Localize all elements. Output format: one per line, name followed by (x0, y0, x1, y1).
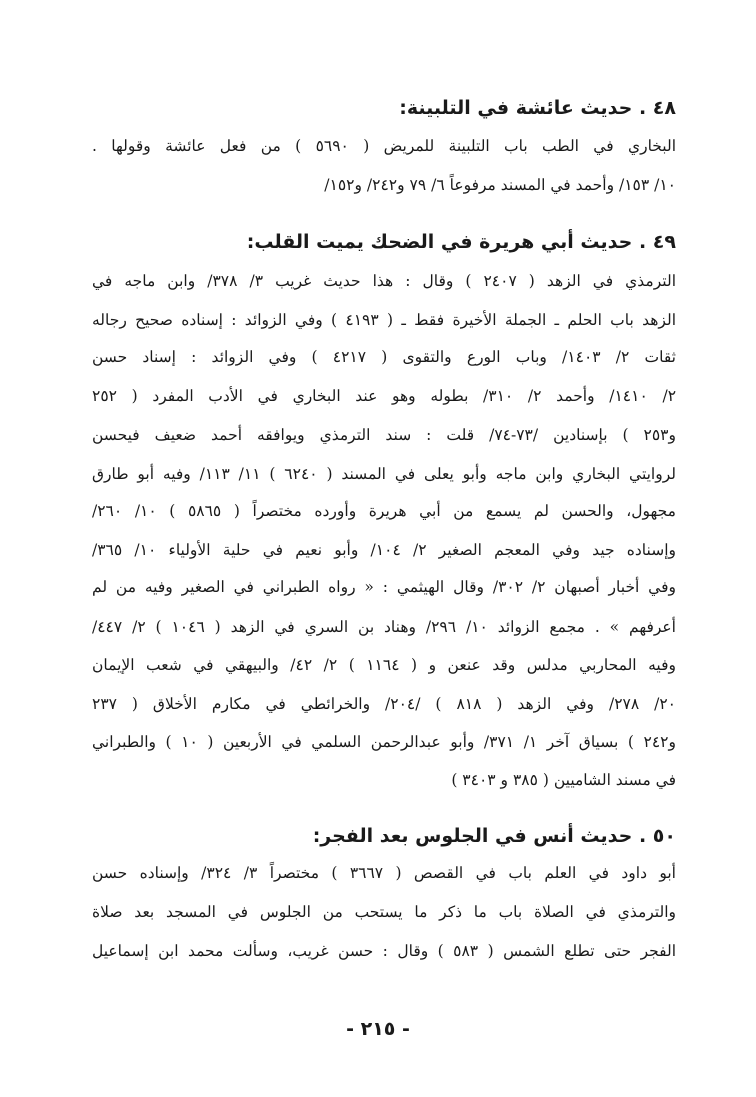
section-49-heading: ٤٩ . حديث أبي هريرة في الضحك يميت القلب: (246, 231, 676, 253)
section-49-line-6: لروايتي البخاري وابن ماجه وأبو يعلى في المسند ( ٦٢٤٠ ) ١١/ ١١٣/ وفيه أبو طارق (92, 465, 677, 483)
section-49-line-10: أعرفهم » . مجمع الزوائد ١٠/ ٢٩٦/ وهناد بن السري في الزهد ( ١٠٤٦ ) ٢/ ٤٤٧/ (92, 618, 676, 636)
section-49-line-3: ثقات ٢/ ١٤٠٣/ وباب الورع والتقوى ( ٤٢١٧ ) وفي الزوائد : إسناد حسن (92, 348, 676, 366)
section-49-line-12: ٢٠/ ٢٧٨/ وفي الزهد ( ٨١٨ ) /٢٠٤/ والخرائطي في مكارم الأخلاق ( ٢٣٧ (92, 695, 677, 713)
section-48-line-2: ١٠/ ١٥٣/ وأحمد في المسند مرفوعاً ٦/ ٧٩ و٢٤٢/ و١٥٢/ (324, 176, 676, 194)
section-49-line-13: و٢٤٢ ) بسياق آخر ١/ ٣٧١/ وأبو عبدالرحمن السلمي في الأربعين ( ١٠ ) والطبراني (92, 733, 677, 751)
section-49-line-2: الزهد باب الحلم ـ الجملة الأخيرة فقط ـ ( ٤١٩٣ ) وفي الزوائد : إسناده صحيح رجاله (92, 311, 676, 329)
section-50-heading: ٥٠ . حديث أنس في الجلوس بعد الفجر: (312, 825, 676, 847)
section-49-line-11: وفيه المحاربي مدلس وقد عنعن و ( ١١٦٤ ) ٢/ ٤٢/ والبيهقي في شعب الإيمان (92, 656, 676, 674)
section-49-line-9: وفي أخبار أصبهان ٢/ ٣٠٢/ وقال الهيثمي : « رواه الطبراني في الصغير وفيه من لم (92, 578, 676, 596)
section-48-heading: ٤٨ . حديث عائشة في التلبينة: (399, 97, 676, 119)
page-number: - ٢١٥ - (346, 1018, 410, 1040)
section-50-line-1: أبو داود في العلم باب في القصص ( ٣٦٦٧ ) مختصراً ٣/ ٣٢٤/ وإسناده حسن (92, 864, 676, 882)
section-50-line-3: الفجر حتى تطلع الشمس ( ٥٨٣ ) وقال : حسن غريب، وسألت محمد ابن إسماعيل (92, 942, 676, 960)
section-49-line-7: مجهول، والحسن لم يسمع من أبي هريرة وأورده مختصراً ( ٥٨٦٥ ) ١٠/ ٢٦٠/ (92, 502, 676, 520)
section-48-line-1: البخاري في الطب باب التلبينة للمريض ( ٥٦٩٠ ) من فعل عائشة وقولها . (92, 137, 677, 155)
section-49-line-14: في مسند الشاميين ( ٣٨٥ و ٣٤٠٣ ) (451, 771, 676, 789)
section-49-line-4: ٢/ ١٤١٠/ وأحمد ٢/ ٣١٠/ بطوله وهو عند البخاري في الأدب المفرد ( ٢٥٢ (92, 387, 677, 405)
section-49-line-8: وإسناده جيد وفي المعجم الصغير ٢/ ١٠٤/ وأبو نعيم في حلية الأولياء ١٠/ ٣٦٥/ (92, 541, 676, 559)
section-49-line-1: الترمذي في الزهد ( ٢٤٠٧ ) وقال : هذا حديث غريب ٣/ ٣٧٨/ وابن ماجه في (92, 272, 676, 290)
section-50-line-2: والترمذي في الصلاة باب ما ذكر ما يستحب من الجلوس في المسجد بعد صلاة (92, 903, 676, 921)
section-49-line-5: و٢٥٣ ) بإسنادين /٧٣-٧٤/ قلت : سند الترمذي ويوافقه أحمد ضعيف فيحسن (92, 426, 676, 444)
